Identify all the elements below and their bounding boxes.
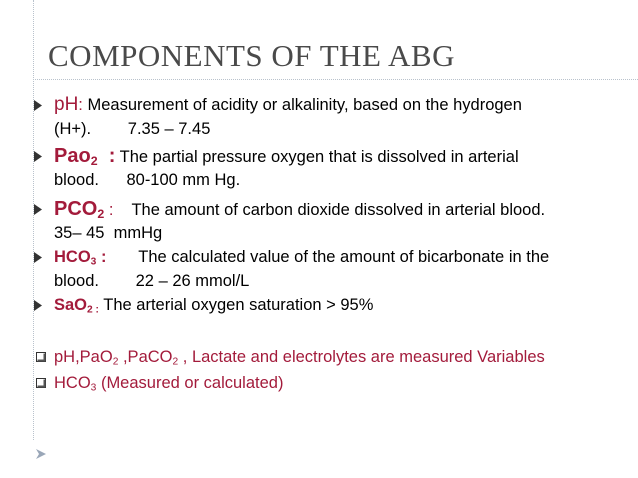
- definition-line-2: blood. 22 – 26 mmol/L: [54, 272, 250, 290]
- triangle-bullet-icon: [34, 300, 42, 311]
- term-hco3: $HCO_3$ :: [54, 248, 107, 268]
- square-bullet-icon: [36, 352, 46, 362]
- bullet-text: [54, 293, 624, 317]
- definition-line-1: The calculated value of the amount of bicarbonate in the: [106, 248, 550, 266]
- term-colon: :: [78, 96, 83, 114]
- definition-line-1: The arterial oxygen saturation > 95%: [98, 296, 374, 314]
- definition-line-1: The partial pressure oxygen that is dissolved in arterial: [115, 148, 519, 166]
- note-text: pH,PaO$_2$ ,PaCO$_2$ , Lactate and electrolytes are measured Variables: [54, 348, 545, 368]
- definition-line-2: (H+). 7.35 – 7.45: [54, 120, 211, 138]
- term-pao2: Pao$_2$ :: [54, 145, 116, 169]
- left-border-decoration: [33, 0, 34, 440]
- square-bullet-icon: [36, 378, 46, 388]
- note-text: $HCO_3$ (Measured or calculated): [54, 374, 284, 394]
- definition-line-1: The amount of carbon dioxide dissolved in arterial blood.: [113, 201, 546, 219]
- bullet-text: [54, 245, 624, 269]
- definition-line-2: blood. 80-100 mm Hg.: [54, 171, 241, 189]
- slide-title: COMPONENTS OF THE ABG: [48, 38, 455, 73]
- triangle-bullet-icon: [34, 252, 42, 263]
- triangle-bullet-icon: [34, 151, 42, 162]
- corner-arrow-icon: [35, 448, 47, 460]
- term-colon: :: [104, 201, 114, 219]
- bullet-text: [54, 144, 624, 169]
- term-pco2: $PCO_2$: [54, 198, 105, 222]
- title-divider: [33, 79, 638, 80]
- term-ph: pH: [54, 94, 79, 115]
- definition-line-1: Measurement of acidity or alkalinity, based on the hydrogen: [82, 96, 522, 114]
- definition-line-2: 35– 45 mmHg: [54, 224, 163, 242]
- bullet-text: [54, 93, 624, 117]
- term-sao2: SaO$_{2 :}$: [54, 296, 99, 316]
- triangle-bullet-icon: [34, 204, 42, 215]
- triangle-bullet-icon: [34, 100, 42, 111]
- bullet-text: [54, 197, 624, 222]
